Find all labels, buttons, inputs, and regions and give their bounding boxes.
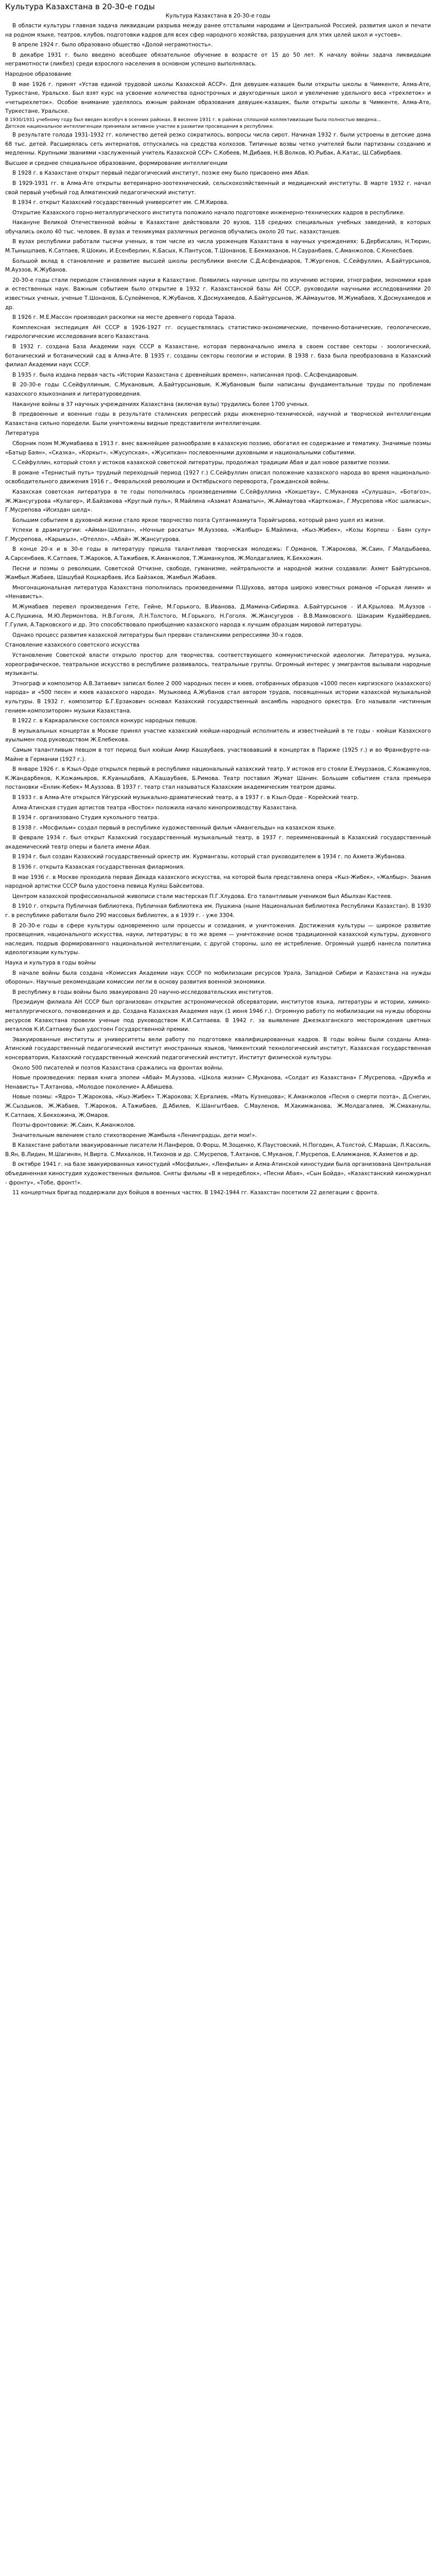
body-paragraph: Песни и поэмы о революции, Советской Отчизне, свободе, гуманизме, нейтральности и народной жизни создавали: Ахмет Байтурсынов, Жамбыл Жабаев, Шашубай Кошкарбаев, Иса Байзаков, Жамбыл Жабаев. — [5, 565, 431, 581]
body-paragraph: Президиум филиала АН СССР был организован открытие астрономической обсерватории, институтов языка, литературы и истории, химико-металлургического, почвоведения и др. Создана Казахская Академия наук (1 июня 1946 г.). Огромную работу по мобилизации на нужды обороны ресурсов Казахстана провели ученые под руководством К.И.Сатпаева. В 1942 г. за выявление Джезказганского месторождения цветных металлов К.И.Сатпаеву был удостоен Государственной премии. — [5, 999, 431, 1033]
body-paragraph: Алма-Атинская студия артистов театра «Восток» положила начало кинопроизводству Казахстана. — [12, 804, 298, 811]
body-paragraph: В музыкальных концертах в Москве принял участие казахский кюйши-народный исполнитель и известнейший в те годы - кюйши Казахского ауылымен под руководством Ж.Елебекова. — [5, 727, 431, 743]
section-heading: Наука и культура в годы войны — [5, 960, 96, 966]
body-paragraph: 20-30-е годы стали периодом становления науки в Казахстане. Появились научные центры по изучению истории, этнографии, экономики края и естественных наук. Важным событием было открытие в 1932 г. Казахстанской базы АН СССР, руководили научными исследованиями 20 известных ученых, ученые Т.Шонанов, Б.Сулейменов, К.Жубанов, Х.Досмухамедов, А.Байтурсынов, Ж.Аймауытов, М.Жумабаев, Х.Досмухамедов и др. — [5, 277, 431, 311]
body-paragraph: В вузах республики работали тысячи ученых, в том числе из числа уроженцев Казахстана в научных учреждениях: Б.Дербисалин, Н.Тюрин, М.Тынышпаев, К.Сатпаев, Я.Шокин, И.Есенберлин, К.Басых, К.Пантусов, Т.Шонанов, Е.Бекмаханов, Н.Сауранбаев, С.Аманжолов, С.Кенесбаев. — [5, 239, 431, 255]
body-paragraph: В Казахстане работали эвакуированные писатели Н.Панферов, О.Форш, М.Зощенко, К.Паустовский, Н.Погодин, А.Толстой, С.Маршак, Л.Кассиль, В.Ян, В.Лидин, М.Шагинян, Н.Вирта. С.Михалков, Н.Тихонов и др. С.Мусрепов, Т.Ахтанов, С.Муканов, Г.Мусрепов, Е.Алимжанов, К.Ахметов и др. — [5, 1142, 431, 1158]
body-paragraph: В 20-30-е годы в сфере культуры одновременно шли процессы и созидания, и уничтожения. Достижения культуры — широкое развитие просвещения, национального искусства, науки, литературы; в то же время — уничтожение основ традиционной казахской культуры, духовного наследия, подрыв формированного национальной интеллигенции, с другой стороны, шло ее истребление. Огромный ущерб нанесла политика идеологизации культуры. — [5, 922, 431, 956]
body-paragraph: Этнограф и композитор А.В.Затаевич записал более 2 000 народных песен и кюев, отобранных образцов «1000 песен киргизского (казахского) народа» и «500 песен и кюев казахского народа». Музыковед А.Жубанов стал автором трудов, посвященных истории казахской музыкальной культуры. В 1932 г. композитор Б.Г.Ерзакович основал Казахский государственный ансамбль народного оркестра. Его называли «истинным гением-композитором» музыки Казахстана. — [5, 680, 431, 714]
section-heading: Литература — [5, 430, 39, 437]
body-paragraph: В республику в годы войны было эвакуировано 20 научно-исследовательских институтов. — [12, 989, 273, 995]
body-paragraph: Новые поэмы: «Ядро» Т.Жарокова, «Кыз-Жибек» Т.Жарокова; Х.Ерғалиев, «Мать Кузнецова»; К.Аманжолов «Песня о смерти поэта», Д.Снегин, Ж.Сыздыков, Ж.Жабаев, Т.Жароков, А.Тажибаев, Д.Абилев, К.Шангытбаев, С.Мауленов, М.Хакимжанова, Ж.Молдагалиев, Ж.Смаханулы, К.Сатпаев, Х.Бекхожина, Ж.Омаров. — [5, 1094, 431, 1118]
page-subtitle: Культура Казахстана в 20-30-е годы — [165, 13, 271, 19]
body-paragraph: В 1936 г. открыта Казахская государственная филармония. — [12, 864, 185, 871]
fine-print-paragraph: Детское национальное интеллигенции принимали активное участие в развитии просвещения в республике. — [5, 124, 274, 129]
body-paragraph: В 1910 г. открыта Публичная библиотека, Публичная библиотека им. Пушкина (ныне Национальная библиотека Республики Казахстан). В 1930 г. в республике работали было 290 массовых библиотек, а в 1939 г. - уже 3304. — [5, 903, 431, 919]
body-paragraph: В 1933 г. в Алма-Ате открылся Уйгурский музыкально-драматический театр, а в 1937 г. в Кзыл-Орде - Корейский театр. — [12, 794, 359, 801]
document-page — [0, 0, 436, 1202]
body-paragraph: В 1934 г. открыт Казахский государственный университет им. С.М.Кирова. — [12, 199, 229, 206]
body-paragraph: Большой вклад в становление и развитие высшей школы республики внесли С.Д.Асфендиаров, Т.Жургенов, С.Сейфуллин, А.Байтурсынов, М.Ауэзов, К.Жубанов. — [5, 258, 431, 274]
body-paragraph: В октябре 1941 г. на базе эвакуированных киностудий «Мосфильм», «Ленфильм» и Алма-Атинской киностудии была организована Центральная объединенная киностудия художественных фильмов. Сняты фильмы «В я нередеблок», «Песни Абая», «Сын Бойда», «Казахстанский киножурнал - фронту», «Тобе, фронт!». — [5, 1161, 431, 1186]
body-paragraph: В феврале 1934 г. был открыт Казахский государственный музыкальный театр, в 1937 г. переименованный в Казахский государственный академический театр оперы и балета имени Абая. — [5, 835, 431, 850]
body-paragraph: Самым талантливым певцом в тот период был кюйши Амир Кашаубаев, участвовавший в концертах в Париже (1925 г.) и во Франкфурте-на-Майне в Германии (1927 г.). — [5, 747, 431, 762]
body-paragraph: В 1922 г. в Каркаралинске состоялся конкурс народных певцов. — [12, 718, 197, 724]
body-paragraph: Открытие Казахского горно-металлургического института положило начало подготовке инженерно-технических кадров в республике. — [12, 209, 405, 216]
body-paragraph: 11 концертных бригад поддержали дух бойцов в военных частях. В 1942-1944 гг. Казахстан посетили 22 делегации с фронта. — [12, 1190, 379, 1196]
section-heading: Высшее и среднее специальное образование, формирование интеллигенции — [5, 160, 228, 166]
body-paragraph: В 1926 г. М.Е.Массон производил раскопки на месте древнего города Тараза. — [12, 314, 236, 321]
body-paragraph: Около 500 писателей и поэтов Казахстана сражались на фронтах войны. — [12, 1064, 224, 1071]
document-body — [5, 22, 431, 1198]
body-paragraph: В 1934 г. был создан Казахский государственный оркестр им. Курмангазы, который стал руководителем в 1934 г. по Ахмета Жубанова. — [12, 854, 406, 860]
body-paragraph: В мае 1926 г. принят «Устав единой трудовой школы Казахской АССР». Для девушек-казашек были открыты школы в Чимкенте, Алма-Ате, Туркестане, Уральске. Был взят курс на усвоение количества однострочных и двухгодичных школ и увеличение удельного веса «трехлеток» и «четырехлеток». Особое внимание уделялось южным районам образования девушек-казашек, были открыты школы в Чимкенте, Алма-Ате, Туркестане, Уральске. — [5, 81, 431, 115]
body-paragraph: Комплексная экспедиция АН СССР в 1926-1927 гг. осуществлялась статистико-экономические, почвенно-ботанические, геологические, гидрологические исследования всего Казахстана. — [5, 324, 431, 340]
body-paragraph: В конце 20-х и в 30-е годы в литературу пришла талантливая творческая молодежь: Г.Орманов, Т.Жарокова, Ж.Саин, Г.Малдыбаева, А.Сарсенбаев, К.Сатпаев, Т.Жароков, А.Тажибаев, К.Аманжолов, Т.Жаманкулов, Ж.Молдагалиев, К.Бекхожин. — [5, 546, 431, 562]
body-paragraph: В результате голода 1931-1932 гг. количество детей резко сократилось, вопросы числа сирот. Начиная 1932 г. были устроены в детские дома 68 тыс. детей. Расширялась сеть интернатов, отпускались на средства колхозов. Типичные возвы четко учителей были партизаны созданию и медленны. Крупными званиями «заслуженный учитель Казахской ССР» С.Кобеев, М.Дибаев, Н.В.Волков, Ю.Рыбак, А.Катас, Ш.Сабирбаев. — [5, 131, 431, 157]
body-paragraph: В 1938 г. «Мосфильм» создал первый в республике художественный фильм «Амангельды» на казахском языке. — [12, 824, 336, 831]
body-paragraph: В 1929-1931 гг. в Алма-Ате открыты ветеринарно-зоотехнический, сельскохозяйственный и медицинский институты. В марте 1932 г. начал свой первый учебный год Алматинский педагогический институт. — [5, 180, 431, 196]
body-paragraph: Накануне Великой Отечественной войны в Казахстане действовали 20 вузов, 118 средних специальных учебных заведений, в которых обучались около 40 тыс. человек. В вузах и техникумах различных регионов обучались около 20 тыс. казахстанцев. — [5, 219, 431, 235]
body-paragraph: В 1934 г. организовано Студия кукольного театра. — [12, 815, 159, 821]
body-paragraph: Установление Советской власти открыло простор для творчества, соответствующего коммунистической идеологии. Литература, музыка, хореографическое, театральное искусство в республике развивалось, театральные группы. Огромный интерес у эмигрантов вызывали народные музыканты. — [5, 652, 431, 677]
body-paragraph: Казахская советская литература в те годы пополнилась произведениями С.Сейфуллина «Кокшетау», С.Муканова «Сулушаш», «Ботагоз», Ж.Жансугурова «Кулагер», И.Байзакова «Круглый пуль», Я.Майлина «Азамат Азаматыч», Ж.Аймаутова «Карткожа», Г.Мусрепова «Кос шалкасы», Г.Мусрепова «Исиздан шелд». — [5, 488, 431, 514]
body-paragraph: В предвоенные и военные годы в результате сталинских репрессий ряды инженерно-технической, научной и творческой интеллигенции Казахстана сильно поредели. Были уничтожены видные представители интеллигенции. — [5, 411, 431, 427]
body-paragraph: Поэты-фронтовики: Ж.Саин, К.Аманжолов. — [12, 1122, 136, 1129]
section-heading: Народное образование — [5, 71, 72, 77]
body-paragraph: В январе 1926 г. в Кзыл-Орде открылся первый в республике национальный казахский театр. У истоков его стояли Е.Умурзаков, С.Кожамкулов, К.Жандарбеков, К.Кожамьяров, К.Куанышбаев, А.Кашаубаев, Б.Римова. Театр поставил Жумат Шанин. Большим событием стала премьера постановки «Енлик-Кебек» М.Ауэзова. В 1937 г. театр стал называться Казахским академическим театром драмы. — [5, 766, 431, 791]
body-paragraph: В начале войны была создана «Комиссия Академии наук СССР по мобилизации ресурсов Урала, Западной Сибири и Казахстана на нужды обороны». Научные рекомендации комиссии легли в основу развития военной экономики. — [5, 970, 431, 986]
body-paragraph: Успехи в драматургии: «Айман-Шолпан», «Ночные раскаты» М.Ауэзова, «Жалбыр» Б.Майлина, «Кыз-Жибек», «Козы Корпеш - Баян сулу» Г.Мусрепова, «Карыкыз», «Отелло», «Абай» Ж.Жансугурова. — [5, 527, 431, 543]
body-paragraph: Однако процесс развития казахской литературы был прерван сталинскими репрессиями 30-х годов. — [12, 632, 303, 638]
body-paragraph: Накануне войны в 37 научных учреждениях Казахстана (включая вузы) трудились более 1700 ученых. — [12, 401, 309, 408]
body-paragraph: Сборник поэм М.Жумабаева в 1913 г. внес важнейшее разнообразие в казахскую поэзию, обогатил ее содержание и тематику. Значимые поэмы «Батыр Баян», «Сказка», «Коркыт», «Жусупская», «Жусипхан» послевоенными духовными и национальными событиями. — [5, 440, 431, 456]
body-paragraph: Значительным явлением стало стихотворение Жамбыла «Ленинградцы, дети мои!». — [12, 1132, 257, 1139]
body-paragraph: В мае 1936 г. в Москве проходила первая Декада казахского искусства, на которой была представлена опера «Кыз-Жибек», «Жалбыр». Звания народной артистки СССР была удостоена певица Куляш Байсеитова. — [5, 874, 431, 890]
body-paragraph: М.Жумабаев перевел произведения Гете, Гейне, М.Горького, В.Иванова, Д.Мамина-Сибиряка. А.Байтурсынов - И.А.Крылова. М.Ауэзов - А.С.Пушкина, М.Ю.Лермонтова, Н.В.Гоголя, Л.Н.Толстого, М.Горького, Н.Гоголя. Ж.Жансугуров - В.В.Маяковского. Шакарим Кудайбердиев, Г.Гулия, А.Тарковского и др. Это способствовало приобщению казахского народа к лучшим образцам мировой литературы. — [5, 604, 431, 629]
body-paragraph: В декабре 1931 г. было введено всеобщее обязательное обучение в возрасте от 15 до 50 лет. К началу войны задача ликвидации неграмотности (ликбез) среди взрослого населения в основном успешно выполнялась. — [5, 52, 431, 67]
body-paragraph: Новые произведения: первая книга эпопеи «Абай» М.Ауэзова, «Школа жизни» С.Муканова, «Солдат из Казахстана» Г.Мусрепова, «Дружба и Ненависть» Т.Ахтанова, «Молодое поколение» А.Абишева. — [5, 1075, 431, 1090]
page-title: Культура Казахстана в 20-30-е годы — [5, 2, 155, 11]
body-paragraph: С.Сейфуллин, который стоял у истоков казахской советской литературы, продолжал традиции Абая и дал новое развитие поэзии. — [12, 460, 391, 466]
body-paragraph: Центром казахской профессиональной живописи стали мастерская П.Г.Хлудова. Его талантливым учеником был Абылхан Кастеев. — [12, 893, 392, 900]
body-paragraph: Большим событием в духовной жизни стало яркое творчество поэта Султанмахмута Торайгырова, который рано ушел из жизни. — [12, 517, 385, 523]
body-paragraph: Эвакуированные институты и университеты вели работу по подготовке квалифицированных кадров. В годы войны были созданы Алма-Атинский государственный педагогический институт иностранных языков, Чимкентский технологический институт, Казахская государственная консерватория, Казахский государственный женский педагогический институт, Институт физической культуры. — [5, 1036, 431, 1061]
body-paragraph: В апреле 1924 г. было образовано общество «Долой неграмотность». — [12, 42, 213, 48]
body-paragraph: В 1928 г. в Казахстане открыт первый педагогический институт, позже ему было присвоено имя Абая. — [12, 170, 310, 177]
body-paragraph: В романе «Тернистый путь» трудный переходный период (1927 г.) С.Сейфуллин описал положение казахского народа во время национально-освободительного движения 1916 г., Февральской революции и Октябрьского переворота, Гражданской войны. — [5, 469, 431, 485]
body-paragraph: В 20-30-е годы С.Сейфуллиным, С.Мукановым, А.Байтурсыновым, К.Жубановым были написаны фундаментальные труды по проблемам казахского языкознания и литературоведения. — [5, 382, 431, 397]
body-paragraph: Многонациональная литература Казахстана пополнилась произведениями П.Шухова, автора широко известных романов «Горькая линия» и «Ненависть». — [5, 584, 431, 600]
body-paragraph: В 1935 г. была издана первая часть «Истории Казахстана с древнейших времен», написанная проф. С.Асфендиаровым. — [12, 371, 358, 378]
section-heading: Становление казахского советского искусства — [5, 642, 140, 649]
body-paragraph: В 1932 г. создана База Академии наук СССР в Казахстане, которая первоначально имела в своем составе секторы - зоологический, ботанический и ботанический сад в Алма-Ате. В 1935 г. созданы секторы геологии и истории. В 1938 г. база была преобразована в Казахский филиал Академии наук СССР. — [5, 344, 431, 368]
body-paragraph: В области культуры главная задача ликвидации разрыва между ранее отсталыми народами и Центральной Россией, развития школ и печати на родном языке, театров, клубов, подготовки кадров для всех сфер народного хозяйства, разрушения для этих целей школ и «устоев». — [5, 23, 431, 38]
fine-print-paragraph: В 1930/1931 учебному году был введен всеобуч в осенних районах. В весенне 1931 г. в районах сплошной коллективизации была полностью введена... — [5, 117, 381, 123]
